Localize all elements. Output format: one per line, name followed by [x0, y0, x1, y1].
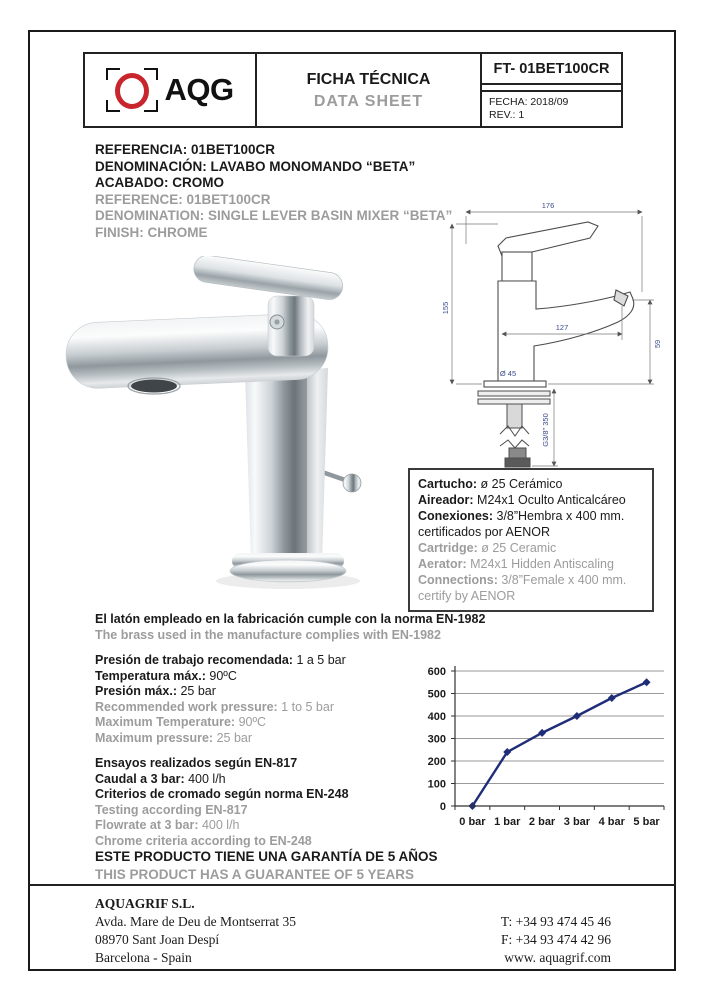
flow-chart-svg — [400, 658, 690, 858]
max-temp-en: Maximum Temperature: 90ºC — [95, 715, 267, 729]
faucet-photo — [56, 256, 404, 604]
warranty-en: THIS PRODUCT HAS A GUARANTEE OF 5 YEARS — [95, 866, 415, 882]
doc-code: FT- 01BET100CR — [482, 54, 621, 85]
criterios-line: Criterios de cromado según norma EN-248 — [95, 787, 349, 801]
flow-pressure-chart — [400, 658, 690, 858]
popup-lever — [322, 472, 361, 492]
warranty-block — [95, 848, 438, 883]
svg-text:100: 100 — [427, 778, 446, 791]
company-address — [95, 895, 296, 967]
dim-reach: 127 — [555, 323, 569, 332]
logo-text: AQG — [164, 72, 234, 107]
dim-total-width: 176 — [541, 201, 555, 210]
svg-text:600: 600 — [427, 666, 446, 678]
faucet-outline — [484, 222, 634, 387]
caudal-line: Caudal a 3 bar: 400 l/h — [95, 771, 226, 786]
norm-en: The brass used in the manufacture complies with EN-1982 — [95, 628, 441, 642]
title-es: FICHA TÉCNICA — [306, 71, 431, 88]
max-pressure-es: Presión máx.: 25 bar — [95, 684, 216, 698]
acabado: ACABADO: CROMO — [95, 175, 224, 190]
aireador-line: Aireador: M24x1 Oculto Anticalcáreo — [418, 493, 626, 507]
address-line-2: 08970 Sant Joan Despí — [95, 932, 220, 947]
doc-meta — [480, 54, 621, 126]
product-reference-block — [95, 142, 452, 241]
svg-text:4 bar: 4 bar — [598, 816, 625, 828]
header — [83, 52, 623, 128]
brass-norm-block — [95, 611, 485, 643]
svg-text:0 bar: 0 bar — [459, 816, 486, 828]
reference: REFERENCE: 01BET100CR — [95, 191, 271, 207]
faucet-body — [245, 368, 328, 563]
website-line: www. aquagrif.com — [504, 950, 611, 965]
pressure-spec-block — [95, 653, 346, 746]
ensayos-line: Ensayos realizados según EN-817 — [95, 756, 298, 770]
work-pressure-es: Presión de trabajo recomendada: 1 a 5 bar — [95, 653, 346, 667]
company-name: AQUAGRIF S.L. — [95, 896, 195, 911]
doc-date: FECHA: 2018/09 — [489, 96, 569, 108]
svg-text:0: 0 — [439, 801, 446, 813]
svg-text:5 bar: 5 bar — [633, 816, 660, 828]
title-en: DATA SHEET — [313, 93, 424, 110]
svg-text:500: 500 — [427, 688, 446, 701]
connections-line: Connections: 3/8”Female x 400 mm. certify by AENOR — [418, 573, 627, 603]
cartridge-spec-box — [408, 468, 654, 612]
svg-text:200: 200 — [427, 756, 446, 768]
technical-drawing — [436, 196, 678, 472]
dim-base-diameter: Ø 45 — [499, 369, 517, 378]
flowrate-line: Flowrate at 3 bar: 400 l/h — [95, 818, 240, 832]
denomination: DENOMINATION: SINGLE LEVER BASIN MIXER “BETA” — [95, 208, 453, 223]
company-contact — [501, 895, 611, 967]
max-pressure-en: Maximum pressure: 25 bar — [95, 730, 253, 745]
dim-spout-height: 59 — [653, 339, 662, 349]
testing-spec-block — [95, 756, 349, 849]
doc-revision: REV.: 1 — [489, 109, 525, 121]
testing-line: Testing according EN-817 — [95, 802, 248, 817]
conexiones-line: Conexiones: 3/8”Hembra x 400 mm. certificados por AENOR — [418, 509, 625, 539]
aerator-line: Aerator: M24x1 Hidden Antiscaling — [418, 557, 614, 571]
svg-text:400: 400 — [427, 711, 446, 723]
mounting-hardware — [478, 391, 550, 467]
cartucho-line: Cartucho: ø 25 Cerámico — [418, 477, 563, 491]
fax-line: F: +34 93 474 42 96 — [501, 932, 611, 947]
svg-text:300: 300 — [427, 733, 446, 746]
aerator — [131, 380, 177, 393]
address-line-3: Barcelona - Spain — [95, 950, 192, 965]
brand-logo — [85, 54, 255, 126]
aqg-logo-icon — [106, 66, 158, 114]
svg-text:3 bar: 3 bar — [563, 816, 591, 828]
dim-connection: G3/8" 350 — [541, 413, 550, 447]
referencia: REFERENCIA: 01BET100CR — [95, 142, 276, 157]
chrome-criteria-line: Chrome criteria according to EN-248 — [95, 833, 312, 848]
max-temp-es: Temperatura máx.: 90ºC — [95, 668, 237, 683]
footer-divider — [30, 884, 676, 886]
cartridge-line: Cartridge: ø 25 Ceramic — [418, 541, 557, 555]
doc-title — [255, 54, 480, 126]
address-line-1: Avda. Mare de Deu de Montserrat 35 — [95, 914, 297, 929]
finish: FINISH: CHROME — [95, 224, 208, 240]
denominacion: DENOMINACIÓN: LAVABO MONOMANDO “BETA” — [95, 158, 416, 174]
doc-date-rev — [482, 90, 621, 126]
norm-es: El latón empleado en la fabricación cumple con la norma EN-1982 — [95, 612, 486, 626]
faucet-handle — [192, 256, 344, 301]
footer — [95, 895, 611, 967]
svg-text:1 bar: 1 bar — [494, 816, 521, 828]
faucet-base — [230, 560, 346, 582]
dim-height: 155 — [441, 301, 450, 315]
work-pressure-en: Recommended work pressure: 1 to 5 bar — [95, 699, 334, 714]
svg-text:2 bar: 2 bar — [528, 816, 556, 828]
phone-line: T: +34 93 474 45 46 — [500, 914, 611, 929]
warranty-es: ESTE PRODUCTO TIENE UNA GARANTÍA DE 5 AÑOS — [95, 849, 438, 864]
